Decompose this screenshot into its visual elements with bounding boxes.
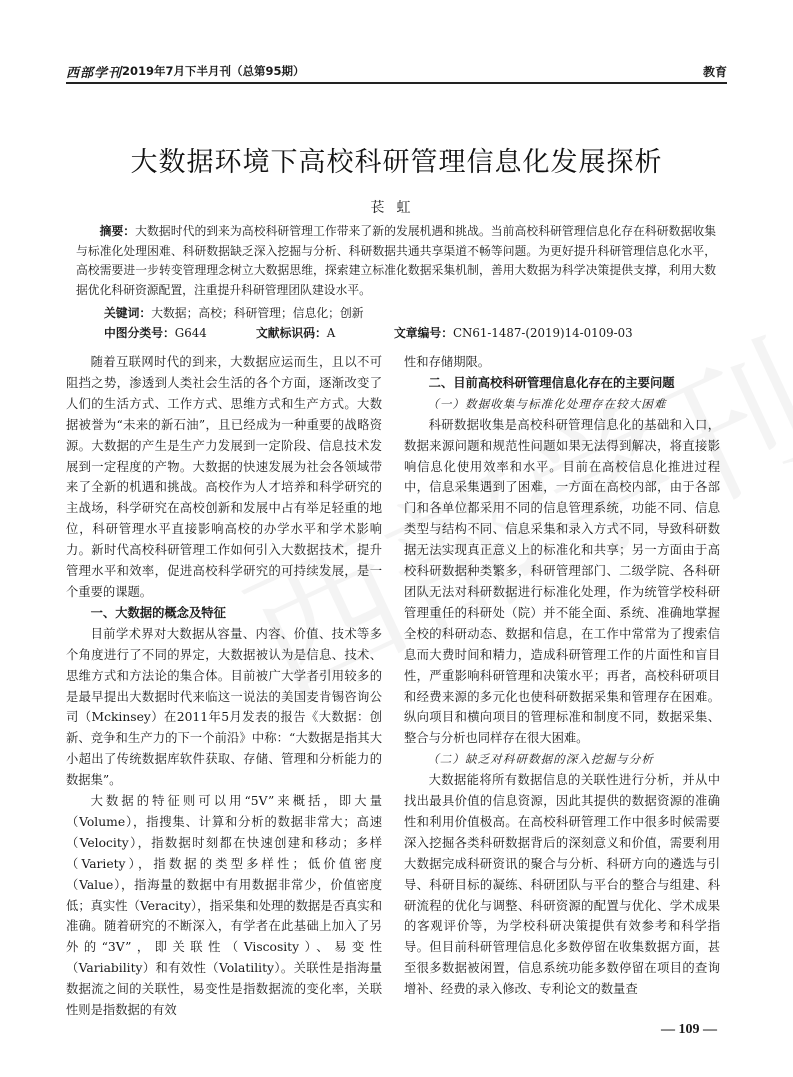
abstract-text: 大数据时代的到来为高校科研管理工作带来了新的发展机遇和挑战。当前高校科研管理信息化存在科研数据收集与标准化处理困难、科研数据缺乏深入挖掘与分析、科研数据共通共享渠道不畅等问题。为更好提升科研管理信息化水平，高校需要进一步转变管理理念树立大数据思维，探索建立标准化数据采集机制，善用大数据为科学决策提供支撑，利用大数据优化科研资源配置，注重提升科研管理团队建设水平。	[76, 224, 716, 297]
subsection-heading: （一）数据收集与标准化处理存在较大困难	[427, 396, 667, 411]
section-heading-2: 二、目前高校科研管理信息化存在的主要问题	[428, 375, 675, 390]
keywords	[104, 304, 364, 321]
page-number: — 109 —	[661, 1022, 717, 1037]
header-divider	[66, 82, 727, 84]
intro-paragraph: 随着互联网时代的到来，大数据应运而生，且以不可阻挡之势，渗透到人类社会生活的各个方面，逐渐改变了人们的生活方式、工作方式、思维方式和生产方式。大数据被誉为“未来的新石油”，且已经成为一种重要的战略资源。大数据的产生是生产力发展到一定阶段、信息技术发展到一定程度的产物。大数据的快速发展为社会各领域带来了全新的机遇和挑战。高校作为人才培养和科学研究的主战场，科学研究在高校创新和发展中占有举足轻重的地位，科研管理水平直接影响高校的办学水平和学术影响力。新时代高校科研管理工作如何引入大数据技术，提升管理水平和效率，促进高校科学研究的可持续发展，是一个重要的课题。	[66, 355, 382, 599]
keywords-label: 关键词：	[104, 306, 152, 320]
clc-number: 中图分类号：G644	[104, 326, 207, 340]
article-number: 文章编号：CN61-1487-(2019)14-0109-03	[394, 326, 633, 340]
paragraph: 目前学术界对大数据从容量、内容、价值、技术等多个角度进行了不同的界定，大数据被认为是信息、技术、思维方式和方法论的集合体。目前被广大学者引用较多的是最早提出大数据时代来临这一说法的美国麦肯锡咨询公司（Mckinsey）在2011年5月发表的报告《大数据：创新、竞争和生产力的下一个前沿》中称：“大数据是指其大小超出了传统数据库软件获取、存储、管理和分析能力的数据集”。	[66, 626, 382, 788]
abstract	[76, 222, 716, 300]
header-bar	[66, 62, 727, 80]
document-code: 文献标识码：A	[256, 326, 336, 340]
subsection-heading: （二）缺乏对科研数据的深入挖掘与分析	[427, 752, 654, 767]
paragraph: 性和存储期限。	[404, 355, 491, 369]
right-column	[404, 352, 720, 1000]
left-column	[66, 352, 382, 1021]
issue-info: 2019年7月下半月刊（总第95期）	[122, 64, 305, 78]
paragraph: 科研数据收集是高校科研管理信息化的基础和入口，数据来源问题和规范性问题如果无法得到解决，将直接影响信息化使用效率和水平。目前在高校信息化推进过程中，信息采集遇到了困难，一方面在高校内部，由于各部门和各单位都采用不同的信息管理系统，功能不同、信息类型与结构不同、信息采集和录入方式不同，导致科研数据无法实现真正意义上的标准化和共享；另一方面由于高校科研数据种类繁多，科研管理部门、二级学院、各科研团队无法对科研数据进行标准化处理，作为统管学校科研管理重任的科研处（院）并不能全面、系统、准确地掌握全校的科研动态、数据和信息，在工作中常常为了搜索信息而大费时间和精力，造成科研管理工作的片面性和盲目性，严重影响科研管理和决策水平；再者，高校科研项目和经费来源的多元化也使科研数据采集和管理存在困难。纵向项目和横向项目的管理标准和制度不同，数据采集、整合与分析也同样存在很大困难。	[404, 417, 720, 746]
journal-logo: 西部学刊	[66, 66, 123, 81]
abstract-label: 摘要：	[99, 224, 136, 238]
article-meta	[104, 324, 717, 342]
section-heading-1: 一、大数据的概念及特征	[90, 605, 226, 620]
article-title: 大数据环境下高校科研管理信息化发展探析	[130, 147, 663, 178]
paragraph: 大数据能将所有数据信息的关联性进行分析，并从中找出最具价值的信息资源，因此其提供的数据资源的准确性和利用价值极高。在高校科研管理工作中很多时候需要深入挖掘各类科研数据背后的深刻意义和价值，需要利用大数据完成科研资讯的聚合与分析、科研方向的遴选与引导、科研目标的凝练、科研团队与平台的整合与组建、科研流程的优化与调整、科研资源的配置与优化、学术成果的客观评价等，为学校科研决策提供有效参考和科学指导。但目前科研管理信息化多数停留在收集数据方面，甚至很多数据被闲置，信息系统功能多数停留在项目的查询增补、经费的录入修改、专利论文的数量查	[404, 773, 720, 997]
paragraph: 大数据的特征则可以用“5V”来概括，即大量（Volume），指搜集、计算和分析的数据非常大；高速（Velocity），指数据时刻都在快速创建和移动；多样（Variety），指数据的类型多样性；低价值密度（Value），指海量的数据中有用数据非常少，价值密度低；真实性（Veracity），指采集和处理的数据是否真实和准确。随着研究的不断深入，有学者在此基础上加入了另外的“3V”，即关联性（Viscosity）、易变性（Variability）和有效性（Volatility）。关联性是指海量数据流之间的关联性，易变性是指数据流的变化率，关联性则是指数据的有效	[66, 794, 382, 1018]
author-name: 苌虹	[370, 200, 423, 216]
section-tag: 教育	[702, 65, 727, 79]
keywords-text: 大数据；高校；科研管理；信息化；创新	[151, 306, 364, 320]
